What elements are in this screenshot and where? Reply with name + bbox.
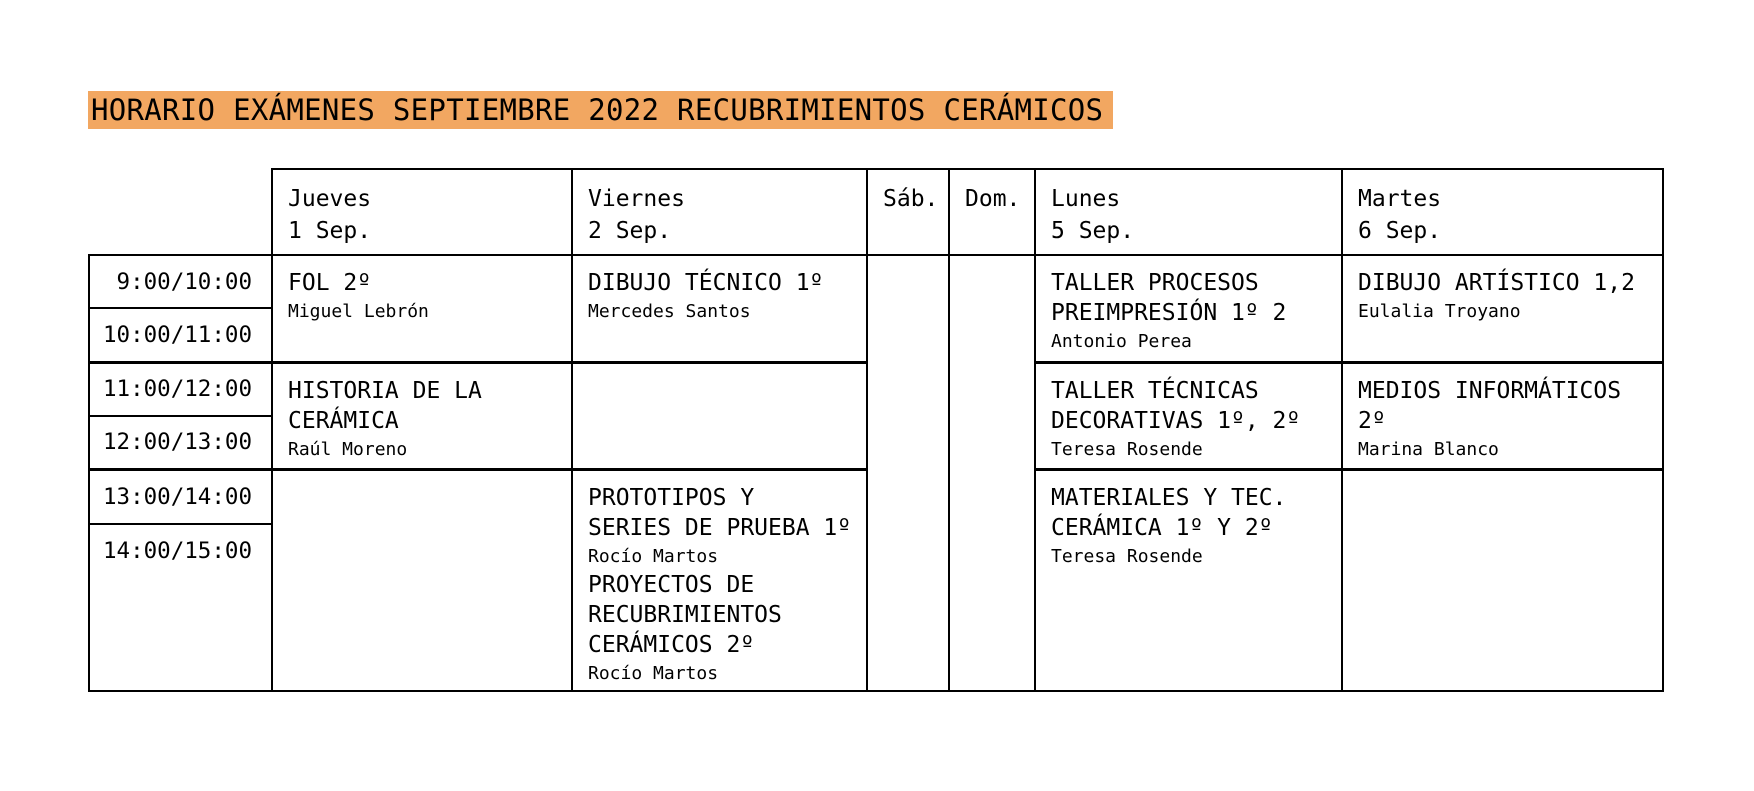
- time-slot-0900-1000: 9:00/10:00: [89, 255, 272, 308]
- subject-text: CERÁMICOS 2º: [588, 631, 755, 658]
- teacher-name: Antonio Perea: [1051, 331, 1192, 352]
- subject-text: DIBUJO ARTÍSTICO 1,2: [1358, 270, 1635, 296]
- teacher-name: Miguel Lebrón: [288, 301, 429, 322]
- column-header-jueves: [272, 169, 572, 255]
- time-slot-1300-1400: 13:00/14:00: [89, 469, 272, 524]
- subject-text: RECUBRIMIENTOS: [588, 601, 782, 628]
- cell-sabado-empty: [867, 255, 949, 691]
- schedule-table: [88, 168, 1664, 692]
- column-header-lunes: [1035, 169, 1342, 255]
- column-header-viernes: [572, 169, 867, 255]
- page-title: HORARIO EXÁMENES SEPTIEMBRE 2022 RECUBRIMIENTOS CERÁMICOS: [88, 91, 1113, 129]
- cell-viernes-1100-1300: [572, 362, 867, 469]
- header-row: [89, 169, 1663, 255]
- teacher-name: Marina Blanco: [1358, 438, 1499, 460]
- subject-text: PROYECTOS DE: [588, 571, 755, 598]
- subject-text: TALLER TÉCNICAS: [1051, 377, 1259, 404]
- time-slot-1400-1500: 14:00/15:00: [89, 524, 272, 691]
- time-slot-1200-1300: 12:00/13:00: [89, 416, 272, 469]
- subject-text: SERIES DE PRUEBA 1º: [588, 514, 852, 541]
- day-date: 5 Sep.: [1051, 218, 1135, 244]
- subject-text: DECORATIVAS 1º, 2º: [1051, 407, 1301, 434]
- day-name: Martes: [1358, 186, 1442, 212]
- teacher-name: Rocío Martos: [588, 545, 719, 567]
- teacher-name: Teresa Rosende: [1051, 545, 1203, 567]
- column-header-domingo: [949, 169, 1035, 255]
- cell-martes-1100-1300: [1342, 362, 1663, 469]
- time-slot-1100-1200: 11:00/12:00: [89, 362, 272, 416]
- day-date: 2 Sep.: [588, 218, 672, 244]
- cell-viernes-1300-1500: [572, 469, 867, 691]
- cell-martes-0900-1100: [1342, 255, 1663, 362]
- subject-text: CERÁMICA 1º Y 2º: [1051, 514, 1273, 541]
- teacher-name: Rocío Martos: [588, 662, 719, 684]
- subject-text: TALLER PROCESOS: [1051, 270, 1259, 296]
- subject-text: MEDIOS INFORMÁTICOS: [1358, 377, 1622, 404]
- corner-cell: [89, 169, 272, 255]
- subject-text: DIBUJO TÉCNICO 1º: [588, 270, 824, 296]
- day-name: Jueves: [288, 186, 372, 212]
- subject-text: PREIMPRESIÓN 1º 2: [1051, 300, 1287, 326]
- day-date: 1 Sep.: [288, 218, 372, 244]
- subject-text: PROTOTIPOS Y: [588, 484, 755, 511]
- row-0900-1000: [89, 255, 1663, 308]
- subject-text: CERÁMICA: [288, 407, 399, 434]
- column-header-martes: [1342, 169, 1663, 255]
- subject-text: HISTORIA DE LA: [288, 377, 482, 404]
- cell-jueves-0900-1100: [272, 255, 572, 362]
- cell-viernes-0900-1100: [572, 255, 867, 362]
- day-date: 6 Sep.: [1358, 218, 1442, 244]
- day-name: Dom.: [965, 186, 1021, 212]
- subject-text: 2º: [1358, 407, 1386, 434]
- cell-jueves-1100-1300: [272, 362, 572, 469]
- subject-text: FOL 2º: [288, 270, 372, 296]
- cell-lunes-1300-1500: [1035, 469, 1342, 691]
- time-slot-1000-1100: 10:00/11:00: [89, 308, 272, 362]
- cell-lunes-0900-1100: [1035, 255, 1342, 362]
- cell-domingo-empty: [949, 255, 1035, 691]
- teacher-name: Teresa Rosende: [1051, 438, 1203, 460]
- subject-text: MATERIALES Y TEC.: [1051, 484, 1287, 511]
- column-header-sabado: [867, 169, 949, 255]
- teacher-name: Raúl Moreno: [288, 438, 408, 460]
- cell-jueves-1300-1500: [272, 469, 572, 691]
- cell-martes-1300-1500: [1342, 469, 1663, 691]
- teacher-name: Mercedes Santos: [588, 301, 751, 322]
- day-name: Sáb.: [883, 186, 939, 212]
- cell-lunes-1100-1300: [1035, 362, 1342, 469]
- teacher-name: Eulalia Troyano: [1358, 301, 1521, 322]
- day-name: Viernes: [588, 186, 685, 212]
- day-name: Lunes: [1051, 186, 1121, 212]
